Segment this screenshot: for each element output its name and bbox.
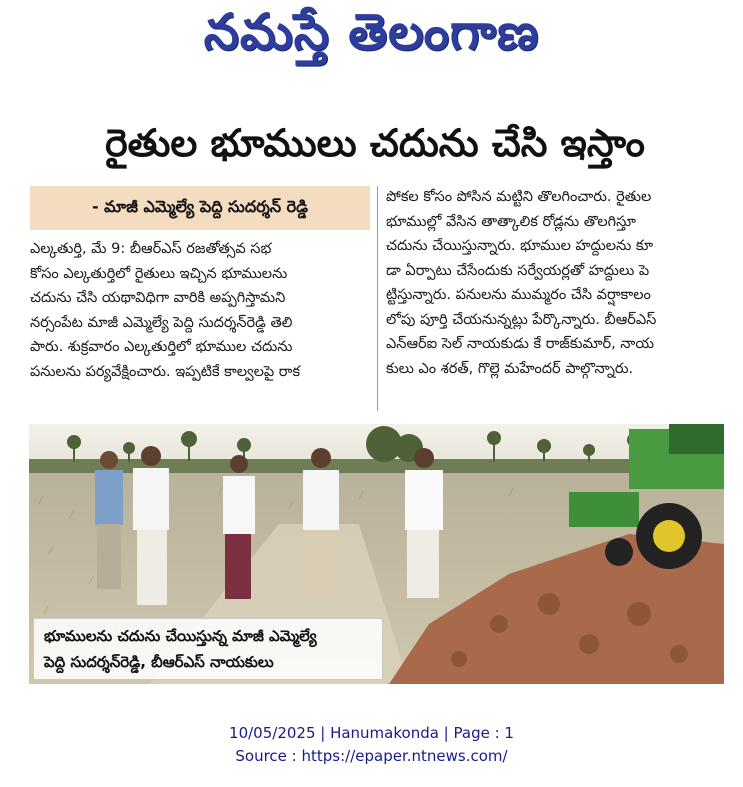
article-left-column: [30, 237, 370, 412]
tractor-wheel-hub: [653, 520, 685, 552]
left-column-line: పారు. శుక్రవారం ఎల్కతుర్తిలో భూముల చదును: [30, 339, 293, 355]
byline-box: [30, 186, 370, 230]
right-column-line: డా ఏర్పాటు చేసేందుకు సర్వేయర్లతో హద్దులు పె: [386, 262, 650, 279]
person-3: [223, 455, 255, 599]
photo-caption-line: పెద్ది సుదర్శన్‌రెడ్డి, బీఆర్ఎస్ నాయకులు: [44, 653, 274, 671]
photo-caption-line: భూములను చదును చేయిస్తున్న మాజీ ఎమ్మెల్యే: [44, 627, 317, 645]
right-column-line: చదును చేయిస్తున్నారు. భూముల హద్దులను కూ: [386, 238, 654, 254]
tractor-blade: [569, 492, 639, 527]
column-divider: [377, 186, 378, 411]
masthead-title: నమస్తే తెలంగాణ: [203, 2, 540, 61]
person-4: [303, 448, 339, 600]
left-column-line: కోసం ఎల్కతుర్తిలో రైతులు ఇచ్చిన భూములను: [30, 265, 288, 282]
right-column-line: కులు ఎం శరత్, గొల్లె మహేందర్ పాల్గొన్నారు.: [386, 360, 634, 377]
newspaper-masthead: [0, 2, 743, 74]
photo-caption: [33, 618, 383, 680]
edition-line: 10/05/2025 | Hanumakonda | Page : 1: [229, 724, 514, 742]
tractor-cab: [669, 424, 724, 454]
left-column-line: నర్సంపేట మాజీ ఎమ్మెల్యే పెద్ది సుదర్శన్‌రెడ్డి తెలి: [30, 314, 293, 331]
person-5: [405, 448, 443, 598]
article-byline: - మాజీ ఎమ్మెల్యే పెద్ది సుదర్శన్ రెడ్డి: [91, 196, 309, 216]
right-column-line: ట్టిస్తున్నారు. పనులను ముమ్మరం చేసి వర్షాకాలం: [386, 287, 651, 303]
person-1: [95, 451, 123, 589]
right-column-line: లోపు పూర్తి చేయనున్నట్లు పేర్కొన్నారు. బీఆర్ఎస్: [386, 311, 657, 328]
right-column-line: పోకల కోసం పోసిన మట్టిని తొలగించారు. రైతుల: [386, 189, 652, 205]
right-column-line: ఎన్ఆర్ఐ సెల్ నాయకుడు కే రాజ్‌కుమార్, నాయ: [386, 336, 655, 352]
tractor-front-wheel: [605, 538, 633, 566]
source-line: Source : https://epaper.ntnews.com/: [235, 747, 508, 765]
left-column-line: ఎల్కతుర్తి, మే 9: బీఆర్ఎస్ రజతోత్సవ సభ: [30, 241, 272, 257]
right-column-line: భూముల్లో వేసిన తాత్కాలిక రోడ్లను తొలగిస్తూ: [386, 213, 636, 230]
left-column-line: పనులను పర్యవేక్షించారు. ఇప్పటికే కాల్వలపై రాక: [30, 363, 301, 380]
left-column-line: చదును చేసి యథావిధిగా వారికి అప్పగిస్తామని: [30, 290, 286, 306]
article-right-column: [386, 185, 722, 415]
person-2: [133, 446, 169, 605]
article-headline: రైతుల భూములు చదును చేసి ఇస్తాం: [105, 121, 645, 165]
